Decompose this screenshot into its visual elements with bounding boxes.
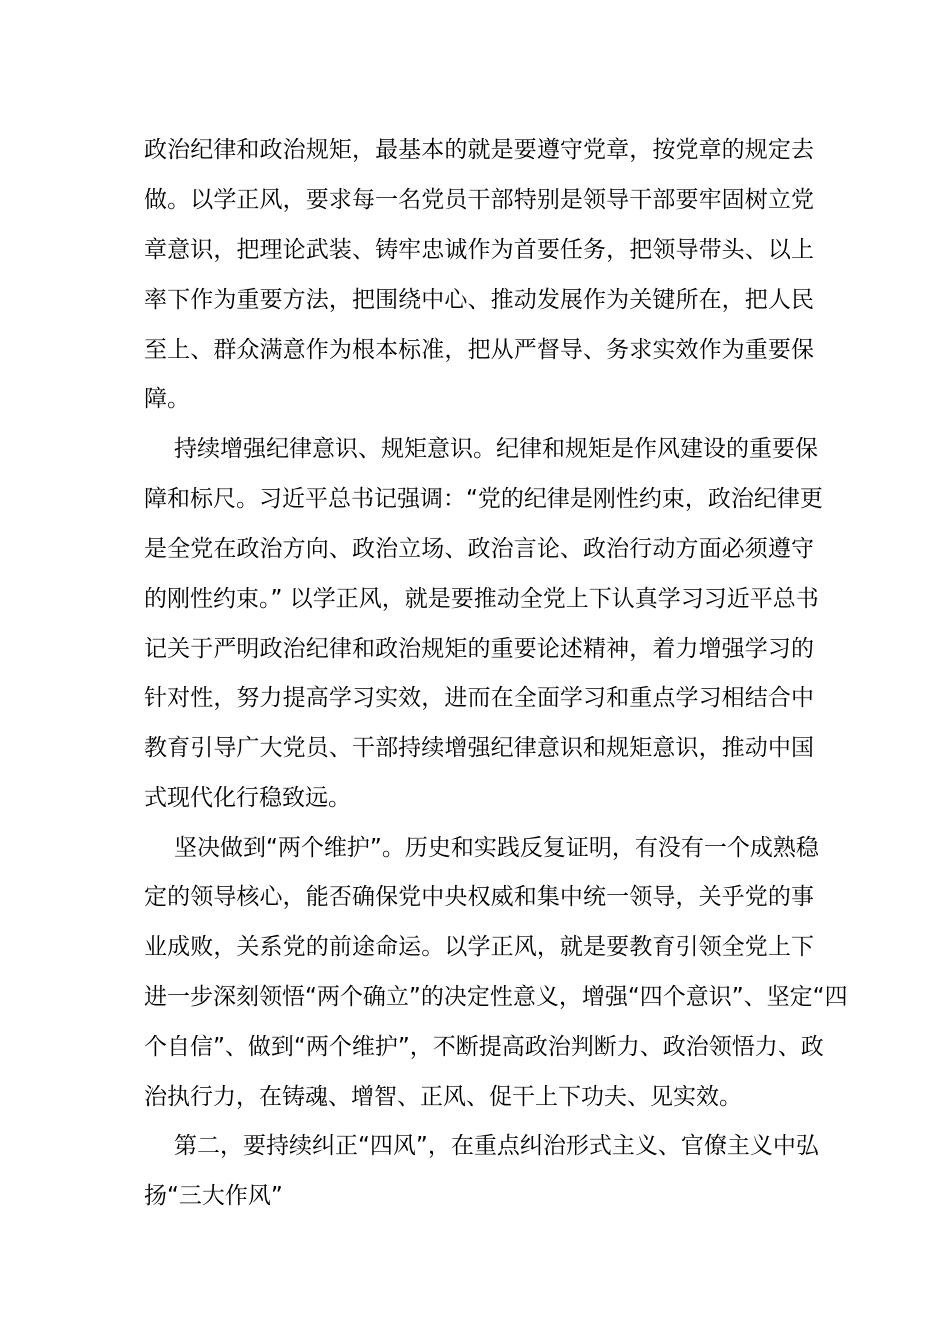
- paragraph-2-line-6: 针对性，努力提高学习实效，进而在全面学习和重点学习相结合中: [144, 685, 814, 711]
- paragraph-1-line-5: 至上、群众满意作为根本标准，把从严督导、务求实效作为重要保: [144, 337, 814, 363]
- paragraph-4-line-2: 扬“三大作风”: [144, 1183, 283, 1209]
- paragraph-2-line-8: 式现代化行稳致远。: [144, 785, 351, 811]
- paragraph-1-line-1: 政治纪律和政治规矩，最基本的就是要遵守党章，按党章的规定去: [144, 137, 814, 163]
- paragraph-3-line-2: 定的领导核心，能否确保党中央权威和集中统一领导，关乎党的事: [144, 884, 814, 910]
- paragraph-2-line-2: 障和标尺。习近平总书记强调：“党的纪律是刚性约束，政治纪律更: [144, 486, 823, 512]
- paragraph-3-line-5: 个自信”、做到“两个维护”，不断提高政治判断力、政治领悟力、政: [144, 1034, 824, 1060]
- paragraph-3-line-6: 治执行力，在铸魂、增智、正风、促干上下功夫、见实效。: [144, 1084, 742, 1110]
- paragraph-2-line-7: 教育引导广大党员、干部持续增强纪律意识和规矩意识，推动中国: [144, 735, 814, 761]
- paragraph-1-line-6: 障。: [144, 386, 190, 412]
- paragraph-3-line-3: 业成败，关系党的前途命运。以学正风，就是要教育引领全党上下: [144, 934, 814, 960]
- paragraph-1-line-3: 章意识，把理论武装、铸牢忠诚作为首要任务，把领导带头、以上: [144, 237, 814, 263]
- paragraph-2-line-4: 的刚性约束。” 以学正风，就是要推动全党上下认真学习习近平总书: [144, 586, 819, 612]
- paragraph-2-line-1: 持续增强纪律意识、规矩意识。纪律和规矩是作风建设的重要保: [174, 436, 818, 462]
- paragraph-4-line-1: 第二，要持续纠正“四风”，在重点纠治形式主义、官僚主义中弘: [174, 1133, 819, 1159]
- paragraph-1-line-4: 率下作为重要方法，把围绕中心、推动发展作为关键所在，把人民: [144, 287, 814, 313]
- paragraph-1-line-2: 做。以学正风，要求每一名党员干部特别是领导干部要牢固树立党: [144, 187, 814, 213]
- paragraph-2-line-5: 记关于严明政治纪律和政治规矩的重要论述精神，着力增强学习的: [144, 636, 814, 662]
- paragraph-3-line-1: 坚决做到“两个维护”。历史和实践反复证明，有没有一个成熟稳: [174, 835, 819, 861]
- paragraph-2-line-3: 是全党在政治方向、政治立场、政治言论、政治行动方面必须遵守: [144, 536, 814, 562]
- paragraph-3-line-4: 进一步深刻领悟“两个确立”的决定性意义，增强“四个意识”、坚定“四: [144, 984, 848, 1010]
